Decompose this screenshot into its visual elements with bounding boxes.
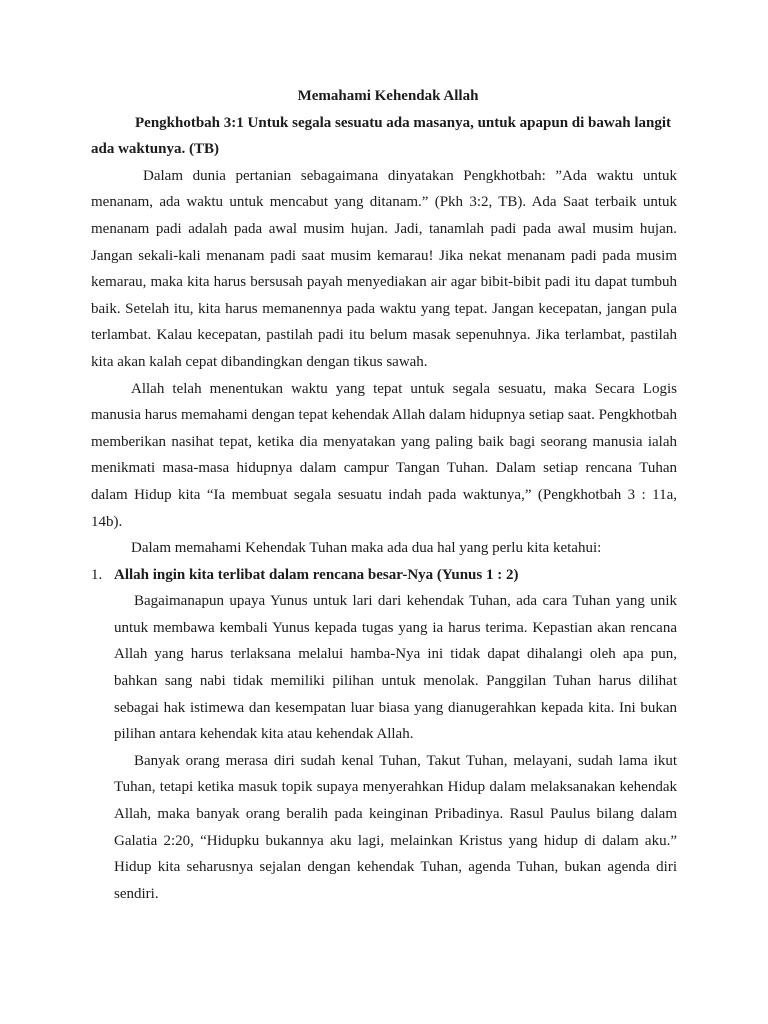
document-title: Memahami Kehendak Allah [297,88,479,104]
numbered-list [91,562,677,908]
paragraph-3: Dalam memahami Kehendak Tuhan maka ada dua hal yang perlu kita ketahui: [131,540,602,557]
paragraph-2: Allah telah menentukan waktu yang tepat untuk segala sesuatu, maka Secara Logis manusia harus memahami dengan tepat kehendak Allah dalam hidupnya setiap saat. Pengkhotbah memberikan nasihat tepat, ketika dia menyatakan yang paling baik bagi seorang manusia ialah menikmati masa-masa hidupnya dalam campur Tangan Tuhan. Dalam setiap rencana Tuhan dalam Hidup kita “Ia membuat segala sesuatu indah pada waktunya,” (Pengkhotbah 3 : 11a, 14b). [91,380,677,530]
list-heading: Allah ingin kita terlibat dalam rencana besar-Nya (Yunus 1 : 2) [114,566,519,583]
paragraph-1: Dalam dunia pertanian sebagaimana dinyatakan Pengkhotbah: ”Ada waktu untuk menanam, ada waktu untuk mencabut yang ditanam.” (Pkh 3:2, TB). Ada Saat terbaik untuk menanam padi adalah pada awal musim hujan. Jadi, tanamlah padi pada awal musim hujan. Jangan sekali-kali menanam padi saat musim kemarau! Jika nekat menanam padi pada musim kemarau, maka kita harus bersusah payah menyediakan air agar bibit-bibit padi itu dapat tumbuh baik. Setelah itu, kita harus memanennya pada waktu yang tepat. Jangan kecepatan, jangan pula terlambat. Kalau kecepatan, pastilah padi itu belum masak sepenuhnya. Jika terlambat, pastilah kita akan kalah cepat dibandingkan dengan tikus sawah. [91,167,677,370]
list-item-1 [91,562,677,589]
list-number: 1. [91,566,103,583]
list-item-1-paragraph-1: Bagaimanapun upaya Yunus untuk lari dari kehendak Tuhan, ada cara Tuhan yang unik untuk membawa kembali Yunus kepada tugas yang ia harus terima. Kepastian akan rencana Allah yang harus terlaksana melalui hamba-Nya ini tidak dapat dihalangi oleh apa pun, bahkan sang nabi tidak memiliki pilihan untuk menolak. Panggilan Tuhan harus dilihat sebagai hak istimewa dan kesempatan luar biasa yang dianugerahkan kepada kita. Ini bukan pilihan antara kehendak kita atau kehendak Allah. [114,593,677,743]
list-item-1-paragraph-2: Banyak orang merasa diri sudah kenal Tuhan, Takut Tuhan, melayani, sudah lama ikut Tuhan, tetapi ketika masuk topik supaya menyerahkan Hidup dalam melaksanakan kehendak Allah, maka banyak orang beralih pada keinginan Pribadinya. Rasul Paulus bilang dalam Galatia 2:20, “Hidupku bukannya aku lagi, melainkan Kristus yang hidup di dalam aku.” Hidup kita seharusnya sejalan dengan kehendak Tuhan, agenda Tuhan, bukan agenda diri sendiri. [114,752,677,902]
document-page [91,83,677,907]
bible-verse: Pengkhotbah 3:1 Untuk segala sesuatu ada masanya, untuk apapun di bawah langit ada waktunya. (TB) [91,114,672,158]
